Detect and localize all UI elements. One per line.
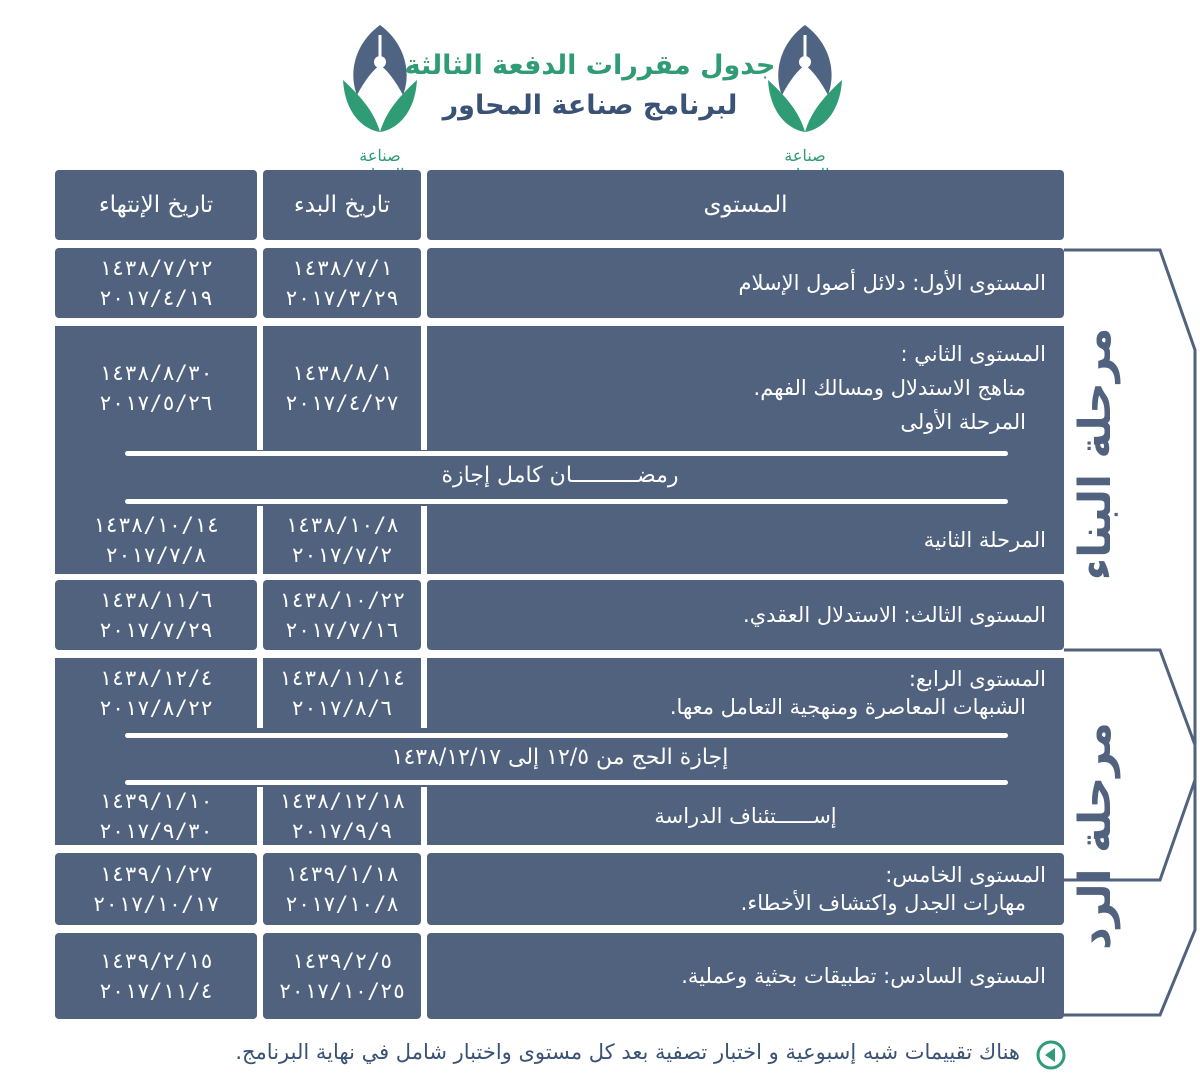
hijri-date: ١٤٣٨/١١/١٤ [278,666,406,690]
level-cell [427,853,1064,925]
level-cell [427,580,1064,650]
logo-caption: صناعة [359,146,401,165]
level-cell [427,506,1064,574]
level-text: المستوى الخامس: [885,863,1046,887]
hijri-date: ١٤٣٨/٧/٢٢ [99,256,213,280]
footer-note: هناك تقييمات شبه إسبوعية و اختبار تصفية بعد كل مستوى واختبار شامل في نهاية البرنامج. [235,1040,1020,1064]
end-date-cell [55,787,257,845]
gregorian-date: ٢٠١٧/٤/٢٧ [285,391,399,415]
start-date-cell [263,853,421,925]
level-text: المستوى السادس: تطبيقات بحثية وعملية. [681,964,1046,988]
gregorian-date: ٢٠١٧/٣/٢٩ [285,286,399,310]
end-date-cell [55,658,257,728]
divider-line [125,451,1008,456]
hijri-date: ١٤٣٨/٨/٣٠ [99,361,213,385]
end-date-cell [55,248,257,318]
logo-left [335,20,425,165]
level-text: مهارات الجدل واكتشاف الأخطاء. [740,891,1026,915]
gregorian-date: ٢٠١٧/٥/٢٦ [99,391,213,415]
level-cell [427,326,1064,450]
hijri-date: ١٤٣٩/١/٢٧ [99,862,213,886]
end-date-cell [55,580,257,650]
level-text: المستوى الرابع: [908,667,1046,691]
level-text: المستوى الثاني : [900,342,1046,366]
hajj-break: إجازة الحج من ١٢/٥ إلى ١٤٣٨/١٢/١٧ [391,745,729,770]
level-text: المستوى الثالث: الاستدلال العقدي. [743,603,1046,627]
gregorian-date: ٢٠١٧/١٠/٢٥ [278,979,406,1003]
stage-building-label: مرحلة البناء [1070,327,1121,581]
start-date-cell [263,506,421,574]
level-cell [427,787,1064,845]
start-date-cell [263,787,421,845]
divider-line [125,780,1008,785]
column-header-end: تاريخ الإنتهاء [55,170,257,240]
hijri-date: ١٤٣٨/١١/٦ [99,588,213,612]
end-date-cell [55,853,257,925]
gregorian-date: ٢٠١٧/٩/٣٠ [99,819,213,843]
gregorian-date: ٢٠١٧/١١/٤ [99,979,213,1003]
column-header-level: المستوى [427,170,1064,240]
hijri-date: ١٤٣٩/٢/١٥ [99,949,213,973]
level-text: المرحلة الثانية [923,528,1046,552]
gregorian-date: ٢٠١٧/٧/٢ [291,543,393,567]
hijri-date: ١٤٣٨/٧/١ [291,256,393,280]
end-date-cell [55,326,257,450]
start-date-cell [263,580,421,650]
divider-line [125,499,1008,504]
gregorian-date: ٢٠١٧/٩/٩ [291,819,393,843]
level-text: مناهج الاستدلال ومسالك الفهم. [753,376,1026,400]
level-text: المرحلة الأولى [900,410,1026,434]
gregorian-date: ٢٠١٧/٧/٢٩ [99,618,213,642]
hijri-date: ١٤٣٩/١/١٠ [99,789,213,813]
page-subtitle: لبرنامج صناعة المحاور [442,90,738,121]
level-cell [427,658,1064,728]
ramadan-break: رمضــــــــــان كامل إجازة [441,463,679,488]
divider-line [125,733,1008,738]
hijri-date: ١٤٣٩/٢/٥ [291,949,393,973]
level-text: الشبهات المعاصرة ومنهجية التعامل معها. [669,695,1026,719]
end-date-cell [55,506,257,574]
hijri-date: ١٤٣٨/١٠/١٤ [92,513,220,537]
level-text: المستوى الأول: دلائل أصول الإسلام [738,271,1046,295]
hijri-date: ١٤٣٨/١٠/٢٢ [278,588,406,612]
level-cell [427,933,1064,1019]
hijri-date: ١٤٣٩/١/١٨ [285,862,399,886]
hijri-date: ١٤٣٨/١٠/٨ [285,513,399,537]
gregorian-date: ٢٠١٧/٤/١٩ [99,286,213,310]
gregorian-date: ٢٠١٧/٧/١٦ [285,618,399,642]
chevron-left-icon [1036,1040,1066,1070]
level-cell [427,248,1064,318]
start-date-cell [263,326,421,450]
logo-right [760,20,850,165]
hijri-date: ١٤٣٨/١٢/١٨ [278,789,406,813]
start-date-cell [263,933,421,1019]
start-date-cell [263,248,421,318]
gregorian-date: ٢٠١٧/٨/٢٢ [99,696,213,720]
gregorian-date: ٢٠١٧/١٠/٨ [285,892,399,916]
end-date-cell [55,933,257,1019]
gregorian-date: ٢٠١٧/١٠/١٧ [92,892,220,916]
level-text: إســــــتئناف الدراسة [654,804,837,828]
start-date-cell [263,658,421,728]
gregorian-date: ٢٠١٧/٨/٦ [291,696,393,720]
page-title: جدول مقررات الدفعة الثالثة [404,50,776,81]
column-header-start: تاريخ البدء [263,170,421,240]
hijri-date: ١٤٣٨/١٢/٤ [99,666,213,690]
stage-refutation-label: مرحلة الرد [1070,722,1121,950]
logo-caption: صناعة [784,146,826,165]
gregorian-date: ٢٠١٧/٧/٨ [105,543,207,567]
hijri-date: ١٤٣٨/٨/١ [291,361,393,385]
